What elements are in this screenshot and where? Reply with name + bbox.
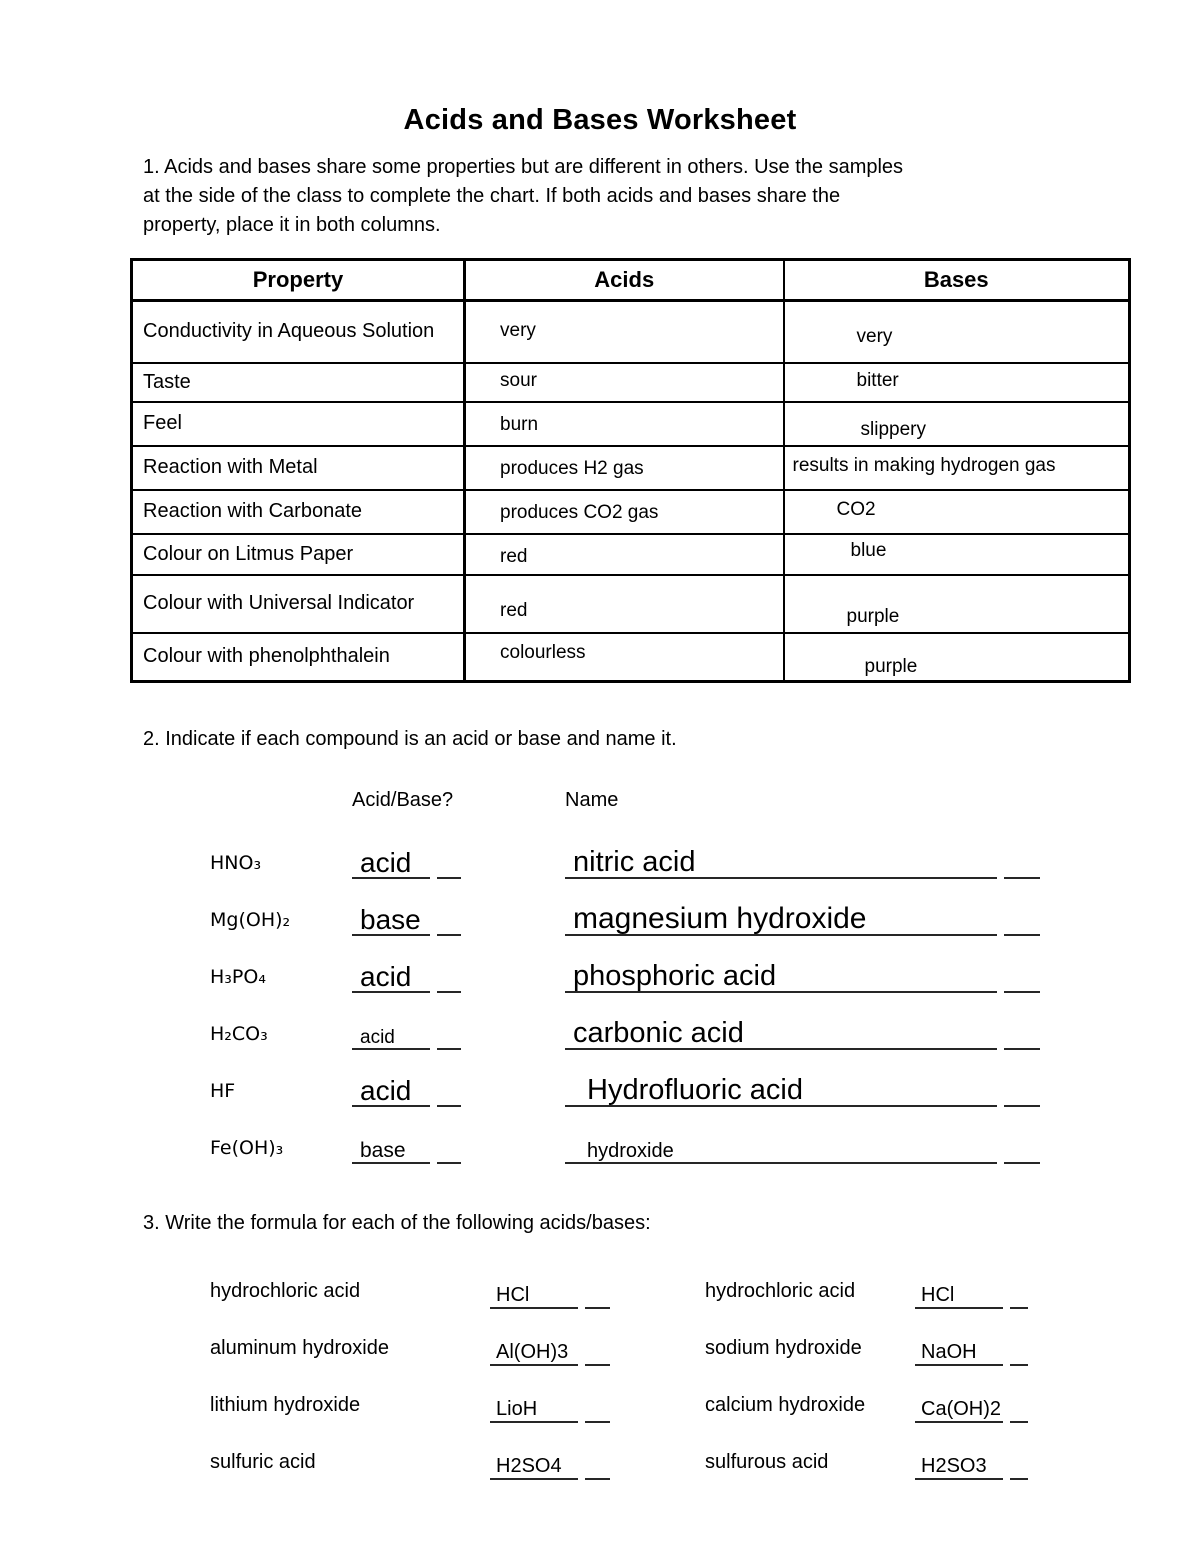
q3-right-label: sulfurous acid: [705, 1451, 829, 1473]
name-blank: [565, 961, 1045, 993]
compound-formula: Mg(OH)₂: [210, 909, 291, 931]
acid-base-answer: base: [360, 903, 421, 935]
q3-left-blank: [490, 1342, 615, 1366]
q3-prompt: 3. Write the formula for each of the following acids/bases:: [143, 1212, 651, 1234]
q3-right-blank: [915, 1456, 1028, 1480]
q2-header-acid-base: Acid/Base?: [352, 789, 454, 811]
formula-answer: HCl: [496, 1284, 530, 1306]
acid-base-answer: acid: [360, 1074, 412, 1106]
q2-header-name: Name: [565, 789, 619, 811]
compound-formula: Fe(OH)₃: [210, 1137, 284, 1159]
q2-row: [210, 1107, 1045, 1164]
name-blank: [565, 1018, 1045, 1050]
q3-right-label: sodium hydroxide: [705, 1337, 862, 1359]
acid-base-blank: [352, 848, 565, 879]
bases-answer: very: [784, 301, 1130, 363]
q2-row: [210, 936, 1045, 993]
table-header-row: [132, 260, 1130, 301]
q2-column-headers: [210, 789, 1045, 812]
q3-row: [210, 1423, 1028, 1480]
q2-prompt: 2. Indicate if each compound is an acid or base and name it.: [143, 728, 677, 750]
q2-rows: [210, 822, 1045, 1164]
bases-answer: bitter: [784, 363, 1130, 402]
table-row: [132, 446, 1130, 490]
acids-answer: burn: [465, 402, 784, 446]
bases-answer: purple: [784, 633, 1130, 682]
property-cell: Colour with phenolphthalein: [132, 633, 465, 682]
acid-base-blank: [352, 962, 565, 993]
q1-instructions-line1: 1. Acids and bases share some properties but are different in others. Use the samples: [143, 156, 904, 178]
q3-right-blank: [915, 1399, 1028, 1423]
bases-answer: purple: [784, 575, 1130, 633]
q3-left-blank: [490, 1285, 615, 1309]
acid-base-answer: acid: [360, 1027, 395, 1048]
compound-formula: HNO₃: [210, 852, 262, 874]
header-acids: Acids: [465, 260, 784, 301]
bases-answer: results in making hydrogen gas: [784, 446, 1130, 490]
compound-formula: H₂CO₃: [210, 1023, 268, 1045]
bases-answer: CO2: [784, 490, 1130, 534]
acid-base-answer: acid: [360, 960, 412, 992]
name-answer: hydroxide: [587, 1140, 674, 1162]
table-row: [132, 490, 1130, 534]
header-property: Property: [132, 260, 465, 301]
property-cell: Colour with Universal Indicator: [132, 575, 465, 633]
q3-right-blank: [915, 1342, 1028, 1366]
acids-answer: red: [465, 575, 784, 633]
header-bases: Bases: [784, 260, 1130, 301]
name-blank: [565, 1141, 1045, 1164]
acids-answer: produces H2 gas: [465, 446, 784, 490]
table-row: [132, 575, 1130, 633]
acid-base-blank: [352, 1028, 565, 1050]
acid-base-answer: acid: [360, 846, 412, 878]
acid-base-blank: [352, 905, 565, 936]
q3-row: [210, 1366, 1028, 1423]
q3-right-label: calcium hydroxide: [705, 1394, 866, 1416]
name-blank: [565, 847, 1045, 879]
name-blank: [565, 903, 1045, 937]
name-answer: phosphoric acid: [573, 959, 777, 992]
q3-left-label: aluminum hydroxide: [210, 1337, 389, 1359]
q3-left-label: hydrochloric acid: [210, 1280, 361, 1302]
q3-row: [210, 1252, 1028, 1309]
acid-base-blank: [352, 1140, 565, 1164]
property-cell: Colour on Litmus Paper: [132, 534, 465, 575]
formula-answer: Al(OH)3: [496, 1341, 569, 1363]
q1-instructions-line2: at the side of the class to complete the chart. If both acids and bases share the: [143, 185, 841, 207]
name-blank: [565, 1075, 1045, 1107]
formula-answer: Ca(OH)2: [921, 1398, 1002, 1420]
acids-answer: very: [465, 301, 784, 363]
table-row: [132, 402, 1130, 446]
q3-rows: [210, 1252, 1028, 1480]
formula-answer: HCl: [921, 1284, 955, 1306]
name-answer: carbonic acid: [573, 1016, 744, 1049]
q3-left-label: sulfuric acid: [210, 1451, 316, 1473]
table-row: [132, 363, 1130, 402]
q1-instructions: [143, 153, 1073, 240]
name-answer: Hydrofluoric acid: [587, 1073, 803, 1106]
property-cell: Feel: [132, 402, 465, 446]
q3-right-blank: [915, 1285, 1028, 1309]
q1-instructions-line3: property, place it in both columns.: [143, 214, 441, 236]
bases-answer: slippery: [784, 402, 1130, 446]
formula-answer: H2SO4: [496, 1455, 562, 1477]
acids-answer: colourless: [465, 633, 784, 682]
q3-right-label: hydrochloric acid: [705, 1280, 856, 1302]
formula-answer: H2SO3: [921, 1455, 987, 1477]
worksheet-title: Acids and Bases Worksheet: [403, 104, 797, 136]
acid-base-answer: base: [360, 1138, 406, 1162]
compound-formula: HF: [210, 1080, 236, 1102]
property-cell: Conductivity in Aqueous Solution: [132, 301, 465, 363]
acids-answer: red: [465, 534, 784, 575]
q3-left-blank: [490, 1399, 615, 1423]
q2-row: [210, 1050, 1045, 1107]
table-row: [132, 633, 1130, 682]
acids-answer: produces CO2 gas: [465, 490, 784, 534]
property-cell: Taste: [132, 363, 465, 402]
q2-row: [210, 993, 1045, 1050]
name-answer: magnesium hydroxide: [573, 901, 867, 935]
q3-left-blank: [490, 1456, 615, 1480]
acid-base-blank: [352, 1076, 565, 1107]
property-cell: Reaction with Carbonate: [132, 490, 465, 534]
compound-formula: H₃PO₄: [210, 966, 266, 988]
table-row: [132, 301, 1130, 363]
table-row: [132, 534, 1130, 575]
acids-answer: sour: [465, 363, 784, 402]
q2-row: [210, 879, 1045, 936]
name-answer: nitric acid: [573, 845, 696, 878]
q3-row: [210, 1309, 1028, 1366]
bases-answer: blue: [784, 534, 1130, 575]
formula-answer: NaOH: [921, 1341, 977, 1363]
formula-answer: LioH: [496, 1398, 538, 1420]
q2-row: [210, 822, 1045, 879]
q3-left-label: lithium hydroxide: [210, 1394, 361, 1416]
property-cell: Reaction with Metal: [132, 446, 465, 490]
properties-table: [130, 258, 1131, 683]
